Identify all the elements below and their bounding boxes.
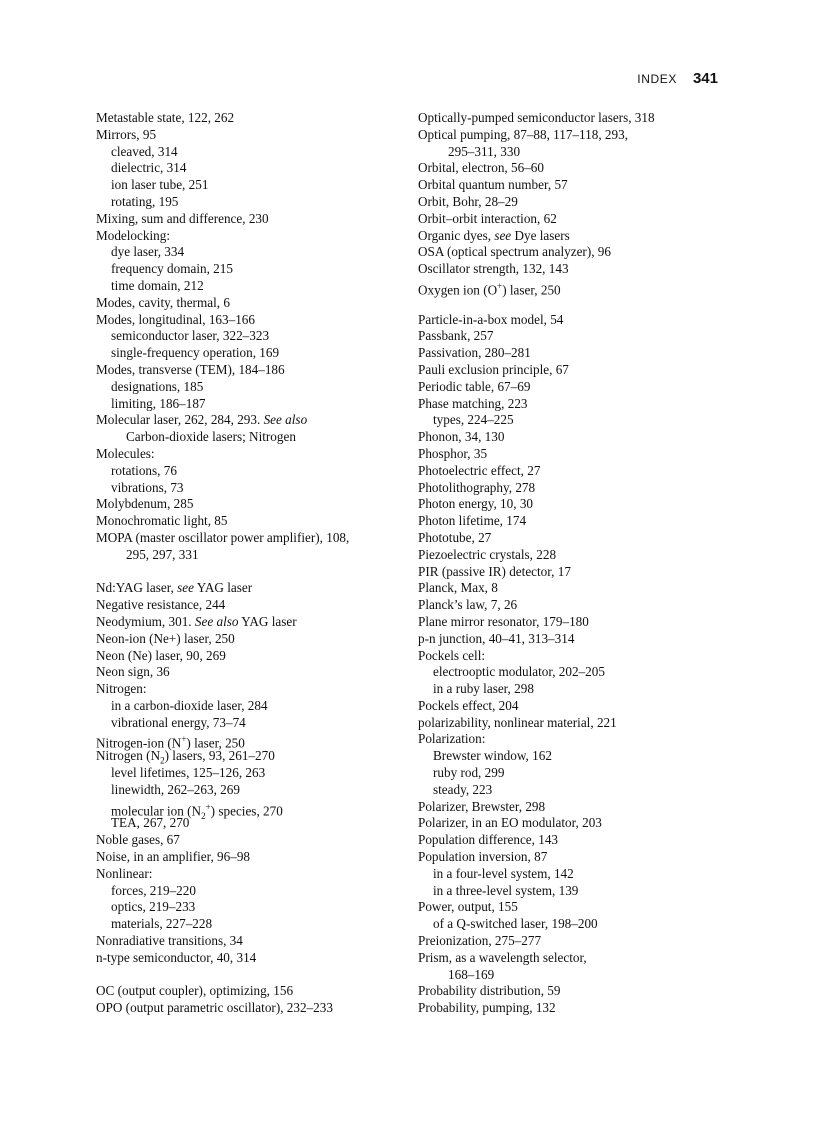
index-entry: Polarizer, in an EO modulator, 203 <box>418 815 602 831</box>
index-subentry: dielectric, 314 <box>111 160 187 176</box>
index-entry: Photon energy, 10, 30 <box>418 496 534 512</box>
index-entry: Nitrogen: <box>96 681 147 697</box>
index-entry: Modes, longitudinal, 163–166 <box>96 311 255 327</box>
index-entry-continuation: 295, 297, 331 <box>126 546 199 562</box>
index-subentry: Brewster window, 162 <box>433 748 552 764</box>
index-subentry: ion laser tube, 251 <box>111 177 209 193</box>
index-entry-continuation: Carbon-dioxide lasers; Nitrogen <box>126 429 296 445</box>
letter-group-spacer <box>96 564 406 581</box>
page-number: 341 <box>692 70 718 87</box>
index-subentry: designations, 185 <box>111 378 204 394</box>
index-subentry: semiconductor laser, 322–323 <box>111 328 270 344</box>
index-entry: Optical pumping, 87–88, 117–118, 293, <box>418 126 629 142</box>
index-entry: Population inversion, 87 <box>418 849 548 865</box>
index-subentry: optics, 219–233 <box>111 899 196 915</box>
index-entry: Phase matching, 223 <box>418 395 528 411</box>
index-entry: Modes, cavity, thermal, 6 <box>96 294 230 310</box>
index-subentry: molecular ion $(N_2^+)$ species, 270 <box>111 801 283 821</box>
index-subentry: electrooptic modulator, 202–205 <box>433 664 605 680</box>
index-entry: Nonlinear: <box>96 865 153 881</box>
index-entry: Neodymium, 301. See also YAG laser <box>96 613 297 629</box>
index-subentry: frequency domain, 215 <box>111 261 233 277</box>
index-column-right <box>418 110 728 1017</box>
index-entry: Probability distribution, 59 <box>418 983 561 999</box>
index-entry: MOPA (master oscillator power amplifier), 108, <box>96 529 350 545</box>
index-entry: Nitrogen $(N_2)$ lasers, 93, 261–270 <box>96 748 275 766</box>
index-entry: Phonon, 34, 130 <box>418 429 505 445</box>
index-subentry: vibrations, 73 <box>111 479 184 495</box>
index-entry: Orbit–orbit interaction, 62 <box>418 210 557 226</box>
index-subentry: in a ruby laser, 298 <box>433 681 534 697</box>
index-subentry: vibrational energy, 73–74 <box>111 714 246 730</box>
index-subentry: level lifetimes, 125–126, 263 <box>111 765 266 781</box>
index-entry: Oxygen ion (O+) laser, 250 <box>418 280 561 298</box>
index-entry: Population difference, 143 <box>418 832 559 848</box>
index-subentry: limiting, 186–187 <box>111 395 206 411</box>
index-entry: Neon-ion (Ne+) laser, 250 <box>96 630 235 646</box>
index-entry: Preionization, 275–277 <box>418 933 542 949</box>
index-subentry: dye laser, 334 <box>111 244 185 260</box>
index-entry-continuation: 295–311, 330 <box>448 143 521 159</box>
index-entry: Piezoelectric crystals, 228 <box>418 546 557 562</box>
index-entry: Photoelectric effect, 27 <box>418 462 541 478</box>
index-subentry: ruby rod, 299 <box>433 765 505 781</box>
index-entry: polarizability, nonlinear material, 221 <box>418 714 617 730</box>
index-entry: OC (output coupler), optimizing, 156 <box>96 983 294 999</box>
index-subentry: linewidth, 262–263, 269 <box>111 781 240 797</box>
index-entry: Molecules: <box>96 445 155 461</box>
index-entry: Neon (Ne) laser, 90, 269 <box>96 647 226 663</box>
index-entry: Optically-pumped semiconductor lasers, 318 <box>418 110 655 125</box>
index-entry: Passivation, 280–281 <box>418 345 531 361</box>
section-label: INDEX <box>637 72 677 86</box>
running-header <box>637 70 718 87</box>
index-entry: Molecular laser, 262, 284, 293. See also <box>96 412 308 428</box>
index-entry: Pockels cell: <box>418 647 486 663</box>
index-subentry: rotating, 195 <box>111 193 179 209</box>
index-entry: Neon sign, 36 <box>96 664 170 680</box>
index-entry: Molybdenum, 285 <box>96 496 194 512</box>
index-entry: Noise, in an amplifier, 96–98 <box>96 849 251 865</box>
index-entry: Nd:YAG laser, see YAG laser <box>96 580 253 596</box>
index-column-left <box>96 110 406 1017</box>
index-subentry: in a four-level system, 142 <box>433 865 574 881</box>
index-entry: Orbital quantum number, 57 <box>418 177 568 193</box>
index-entry: Orbit, Bohr, 28–29 <box>418 193 518 209</box>
index-entry: Noble gases, 67 <box>96 832 180 848</box>
index-subentry: forces, 219–220 <box>111 882 196 898</box>
index-entry: Modelocking: <box>96 227 170 243</box>
index-entry: Photolithography, 278 <box>418 479 536 495</box>
index-subentry: rotations, 76 <box>111 462 177 478</box>
index-entry: Phosphor, 35 <box>418 445 488 461</box>
index-entry: Organic dyes, see Dye lasers <box>418 227 570 243</box>
index-entry: Metastable state, 122, 262 <box>96 110 235 125</box>
index-entry: p-n junction, 40–41, 313–314 <box>418 630 575 646</box>
index-entry: Polarization: <box>418 731 486 747</box>
index-entry: Photon lifetime, 174 <box>418 513 527 529</box>
index-entry: Modes, transverse (TEM), 184–186 <box>96 361 285 377</box>
index-subentry: TEA, 267, 270 <box>111 815 190 831</box>
index-entry: Nitrogen-ion (N+) laser, 250 <box>96 734 245 751</box>
index-entry: Mixing, sum and difference, 230 <box>96 210 269 226</box>
index-entry: Particle-in-a-box model, 54 <box>418 311 564 327</box>
index-entry: Planck, Max, 8 <box>418 580 498 596</box>
index-subentry: materials, 227–228 <box>111 916 213 932</box>
index-entry: OSA (optical spectrum analyzer), 96 <box>418 244 611 260</box>
index-subentry: single-frequency operation, 169 <box>111 345 280 361</box>
index-entry: Nonradiative transitions, 34 <box>96 933 243 949</box>
index-subentry: in a carbon-dioxide laser, 284 <box>111 697 268 713</box>
index-subentry: in a three-level system, 139 <box>433 882 579 898</box>
index-entry: Power, output, 155 <box>418 899 518 915</box>
index-entry: Phototube, 27 <box>418 529 492 545</box>
index-entry: n-type semiconductor, 40, 314 <box>96 949 257 965</box>
index-subentry: steady, 223 <box>433 781 493 797</box>
index-entry: Monochromatic light, 85 <box>96 513 228 529</box>
index-subentry: types, 224–225 <box>433 412 514 428</box>
index-subentry: time domain, 212 <box>111 277 204 293</box>
index-entry: Polarizer, Brewster, 298 <box>418 798 546 814</box>
index-entry: Plane mirror resonator, 179–180 <box>418 613 589 629</box>
index-subentry: cleaved, 314 <box>111 143 178 159</box>
index-entry: Oscillator strength, 132, 143 <box>418 261 569 277</box>
index-entry: Orbital, electron, 56–60 <box>418 160 544 176</box>
index-subentry: of a Q-switched laser, 198–200 <box>433 916 598 932</box>
index-entry: Prism, as a wavelength selector, <box>418 949 587 965</box>
index-entry: Negative resistance, 244 <box>96 597 226 613</box>
index-entry: Passbank, 257 <box>418 328 494 344</box>
index-entry: PIR (passive IR) detector, 17 <box>418 563 571 579</box>
index-entry: Planck’s law, 7, 26 <box>418 597 518 613</box>
letter-group-spacer <box>96 967 406 984</box>
index-entry: OPO (output parametric oscillator), 232–233 <box>96 1000 333 1016</box>
index-entry: Pockels effect, 204 <box>418 697 519 713</box>
index-entry: Mirrors, 95 <box>96 126 157 142</box>
index-entry: Periodic table, 67–69 <box>418 378 531 394</box>
index-entry-continuation: 168–169 <box>448 966 495 982</box>
index-entry: Pauli exclusion principle, 67 <box>418 361 569 377</box>
letter-group-spacer <box>418 295 728 312</box>
index-entry: Probability, pumping, 132 <box>418 1000 556 1016</box>
